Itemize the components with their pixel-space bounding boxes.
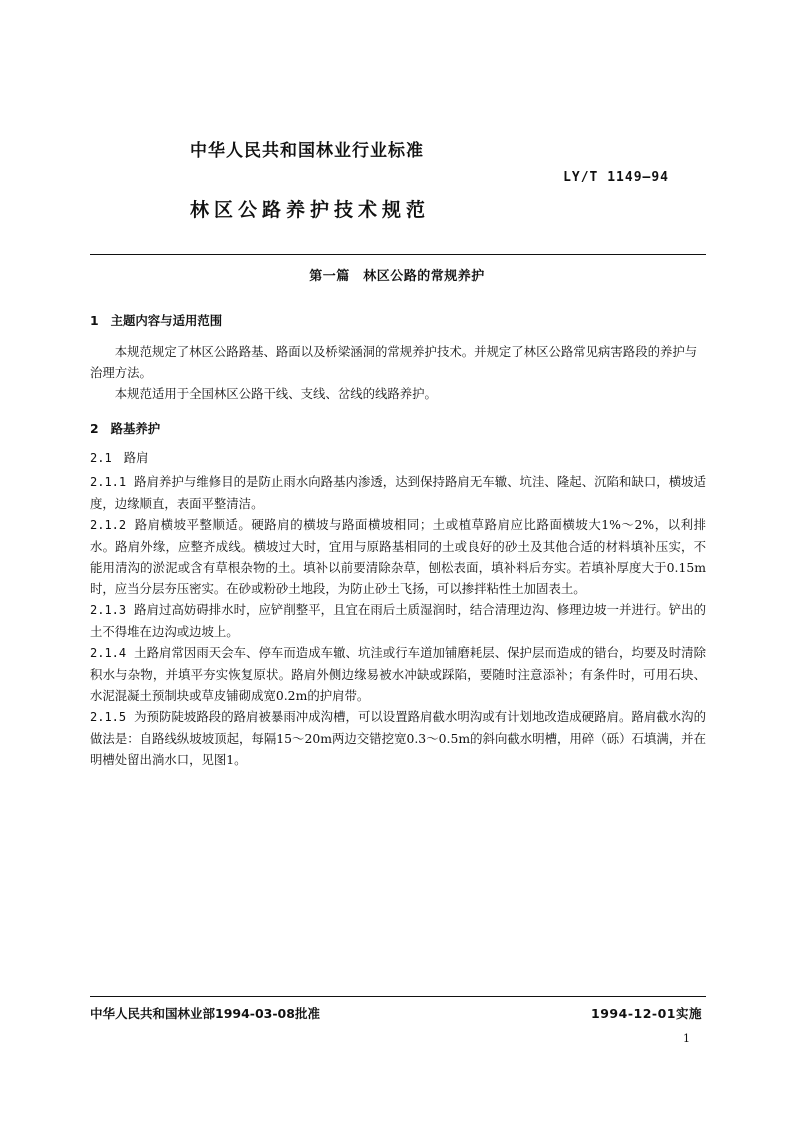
clause-number: 2.1.4 [90, 646, 127, 660]
clause-2-1-4 [90, 642, 706, 706]
subsection-title: 路肩 [123, 450, 149, 465]
clause-number: 2.1.3 [90, 603, 127, 617]
implementation-date: 1994-12-01实施 [591, 1006, 702, 1021]
clause-text: 路肩过高妨碍排水时，应铲削整平，且宜在雨后土质湿润时，结合清理边沟、修理边坡一并进行。铲出的土不得堆在边沟或边坡上。 [90, 602, 706, 639]
clause-text: 路肩养护与维修目的是防止雨水向路基内渗透，达到保持路肩无车辙、坑洼、隆起、沉陷和缺口，横坡适度，边缘顺直，表面平整清洁。 [90, 474, 706, 511]
subsection-heading [90, 447, 706, 469]
clause-2-1-5 [90, 706, 706, 770]
clause-2-1-2 [90, 514, 706, 599]
clause-text: 土路肩常因雨天会车、停车而造成车辙、坑洼或行车道加铺磨耗层、保护层而造成的错台，均要及时清除积水与杂物，并填平夯实恢复原状。路肩外侧边缘易被水冲缺或踩陷，要随时注意添补；有条件时，可用石块、水泥混凝土预制块或草皮铺砌成宽0.2m的护肩带。 [90, 645, 706, 703]
clause-2-1-3 [90, 599, 706, 642]
paragraph: 本规范规定了林区公路路基、路面以及桥梁涵洞的常规养护技术。并规定了林区公路常见病害路段的养护与治理方法。 [90, 344, 698, 380]
standard-organization: 中华人民共和国林业行业标准 [190, 141, 424, 161]
clause-2-1-1 [90, 471, 706, 514]
clause-number: 2.1.1 [90, 475, 127, 489]
section-number: 1 [90, 313, 99, 328]
section-title: 路基养护 [110, 421, 161, 436]
section-2-heading [90, 418, 706, 439]
paragraph: 本规范适用于全国林区公路干线、支线、岔线的线路养护。 [114, 386, 437, 401]
approval-note: 中华人民共和国林业部1994-03-08批准 [90, 1006, 320, 1021]
clause-number: 2.1.5 [90, 710, 127, 724]
page-number: 1 [683, 1032, 690, 1045]
part-title: 第一篇 林区公路的常规养护 [309, 269, 485, 284]
standard-number: LY/T 1149—94 [563, 170, 669, 185]
footer-divider [90, 996, 706, 997]
clause-number: 2.1.2 [90, 518, 127, 532]
section-1-heading [90, 310, 706, 331]
subsection-number: 2.1 [90, 451, 112, 465]
section-title: 主题内容与适用范围 [110, 313, 223, 328]
clause-text: 路肩横坡平整顺适。硬路肩的横坡与路面横坡相同；土或植草路肩应比路面横坡大1%～2%，以利排水。路肩外缘，应整齐成线。横坡过大时，宜用与原路基相同的土或良好的砂土及其他合适的材料填补压实，不能用清沟的淤泥或含有草根杂物的土。填补以前要清除杂草，刨松表面，填补料后夯实。若填补厚度大于0.15m时，应当分层夯压密实。在砂或粉砂土地段，为防止砂土飞扬，可以掺拌粘性土加固表土。 [90, 517, 706, 596]
header-divider [90, 254, 706, 255]
clause-text: 为预防陡坡路段的路肩被暴雨冲成沟槽，可以设置路肩截水明沟或有计划地改造成硬路肩。路肩截水沟的做法是：自路线纵坡坡顶起，每隔15～20m两边交错挖宽0.3～0.5m的斜向截水明槽，用碎（砾）石填满，并在明槽处留出淌水口，见图1。 [90, 709, 706, 767]
section-number: 2 [90, 421, 99, 436]
document-body [90, 310, 706, 770]
document-title: 林区公路养护技术规范 [190, 199, 431, 221]
